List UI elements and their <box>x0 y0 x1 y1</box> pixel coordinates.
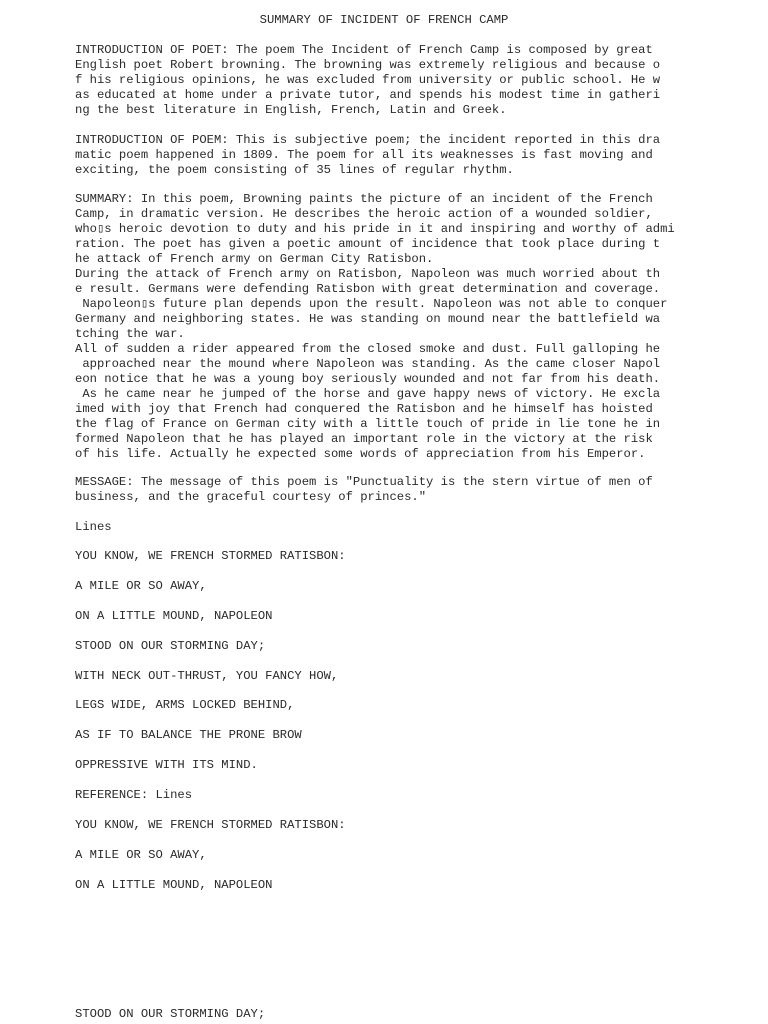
text-line: eon notice that he was a young boy seriously wounded and not far from his death. <box>75 372 661 386</box>
message-paragraph <box>75 475 765 505</box>
poem-line: OPPRESSIVE WITH ITS MIND. <box>75 758 258 772</box>
poem-line: AS IF TO BALANCE THE PRONE BROW <box>75 728 302 742</box>
text-line: of his life. Actually he expected some words of appreciation from his Emperor. <box>75 447 646 461</box>
text-line: Germany and neighboring states. He was standing on mound near the battlefield wa <box>75 312 661 326</box>
poem-line: LEGS WIDE, ARMS LOCKED BEHIND, <box>75 698 295 712</box>
reference-line: ON A LITTLE MOUND, NAPOLEON <box>75 878 273 892</box>
reference-heading: REFERENCE: Lines <box>75 788 193 802</box>
text-line: the flag of France on German city with a little touch of pride in lie tone he in <box>75 417 661 431</box>
document-title: SUMMARY OF INCIDENT OF FRENCH CAMP <box>259 13 509 27</box>
text-line: exciting, the poem consisting of 35 lines of regular rhythm. <box>75 163 514 177</box>
text-line: ng the best literature in English, French, Latin and Greek. <box>75 103 507 117</box>
text-line: Camp, in dramatic version. He describes the heroic action of a wounded soldier, <box>75 207 653 221</box>
text-line: business, and the graceful courtesy of princes." <box>75 490 427 504</box>
intro-poet-paragraph <box>75 43 765 118</box>
poem-line: A MILE OR SO AWAY, <box>75 579 207 593</box>
text-line: As he came near he jumped of the horse and gave happy news of victory. He excla <box>75 387 661 401</box>
text-line: SUMMARY: In this poem, Browning paints the picture of an incident of the French <box>75 192 653 206</box>
text-line: INTRODUCTION OF POEM: This is subjective poem; the incident reported in this dra <box>75 133 661 147</box>
summary-paragraph <box>75 192 765 462</box>
text-line: Napoleon▯s future plan depends upon the result. Napoleon was not able to conquer <box>75 297 668 311</box>
text-line: imed with joy that French had conquered the Ratisbon and he himself has hoisted <box>75 402 653 416</box>
text-line: All of sudden a rider appeared from the closed smoke and dust. Full galloping he <box>75 342 661 356</box>
text-line: matic poem happened in 1809. The poem for all its weaknesses is fast moving and <box>75 148 653 162</box>
text-line: English poet Robert browning. The browning was extremely religious and because o <box>75 58 661 72</box>
lines-heading: Lines <box>75 520 112 534</box>
text-line: who▯s heroic devotion to duty and his pride in it and inspiring and worthy of admi <box>75 222 675 236</box>
poem-line: STOOD ON OUR STORMING DAY; <box>75 639 266 653</box>
text-line: approached near the mound where Napoleon was standing. As the came closer Napol <box>75 357 661 371</box>
text-line: tching the war. <box>75 327 185 341</box>
text-line: During the attack of French army on Ratisbon, Napoleon was much worried about th <box>75 267 661 281</box>
text-line: ration. The poet has given a poetic amount of incidence that took place during t <box>75 237 661 251</box>
last-poem-line: STOOD ON OUR STORMING DAY; <box>75 1007 266 1021</box>
text-line: INTRODUCTION OF POET: The poem The Incident of French Camp is composed by great <box>75 43 653 57</box>
poem-line: ON A LITTLE MOUND, NAPOLEON <box>75 609 273 623</box>
text-line: e result. Germans were defending Ratisbon with great determination and coverage. <box>75 282 661 296</box>
intro-poem-paragraph <box>75 133 765 178</box>
text-line: as educated at home under a private tutor, and spends his modest time in gatheri <box>75 88 661 102</box>
reference-line: A MILE OR SO AWAY, <box>75 848 207 862</box>
text-line: he attack of French army on German City Ratisbon. <box>75 252 434 266</box>
text-line: formed Napoleon that he has played an important role in the victory at the risk <box>75 432 653 446</box>
text-line: f his religious opinions, he was excluded from university or public school. He w <box>75 73 661 87</box>
reference-line: YOU KNOW, WE FRENCH STORMED RATISBON: <box>75 818 346 832</box>
poem-line: YOU KNOW, WE FRENCH STORMED RATISBON: <box>75 549 346 563</box>
text-line: MESSAGE: The message of this poem is "Punctuality is the stern virtue of men of <box>75 475 653 489</box>
poem-line: WITH NECK OUT-THRUST, YOU FANCY HOW, <box>75 669 339 683</box>
